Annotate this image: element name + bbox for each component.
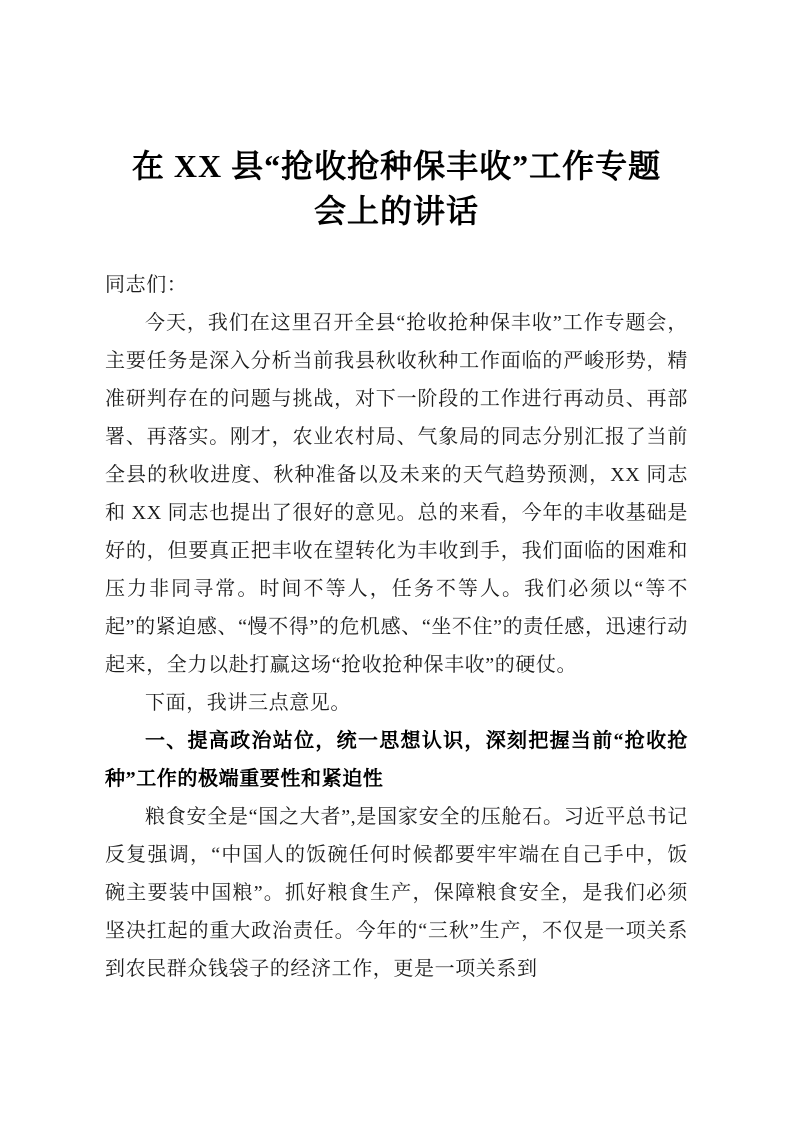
paragraph: 下面，我讲三点意见。 (145, 692, 351, 714)
paragraph: 粮食安全是“国之大者”,是国家安全的压舱石。习近平总书记反复强调，“中国人的饭碗任何时候都要牢牢端在自己手中，饭碗主要装中国粮”。抓好粮食生产，保障粮食安全，是我们必须坚决扛起的重大政治责任。今年的“三秋”生产，不仅是一项关系到农民群众钱袋子的经济工作，更是一项关系到 (105, 806, 688, 980)
paragraph: 今天，我们在这里召开全县“抢收抢种保丰收”工作专题会，主要任务是深入分析当前我县秋收秋种工作面临的严峻形势，精准研判存在的问题与挑战，对下一阶段的工作进行再动员、再部署、再落实。刚才，农业农村局、气象局的同志分别汇报了当前全县的秋收进度、秋种准备以及未来的天气趋势预测，XX 同志和 XX 同志也提出了很好的意见。总的来看，今年的丰收基础是好的，但要真正把丰收在望转化为丰收到手，我们面临的困难和压力非同寻常。时间不等人，任务不等人。我们必须以“等不起”的紧迫感、“慢不得”的危机感、“坐不住”的责任感，迅速行动起来，全力以赴打赢这场“抢收抢种保丰收”的硬仗。 (105, 312, 688, 676)
title-line: 在 XX 县“抢收抢种保丰收”工作专题 (131, 148, 662, 184)
title-line: 会上的讲话 (313, 193, 479, 229)
section-heading: 一、提高政治站位，统一思想认识，深刻把握当前“抢收抢种”工作的极端重要性和紧迫性 (105, 730, 688, 790)
document-title (105, 144, 688, 234)
paragraph: 同志们： (105, 274, 188, 296)
document-body (105, 266, 688, 988)
